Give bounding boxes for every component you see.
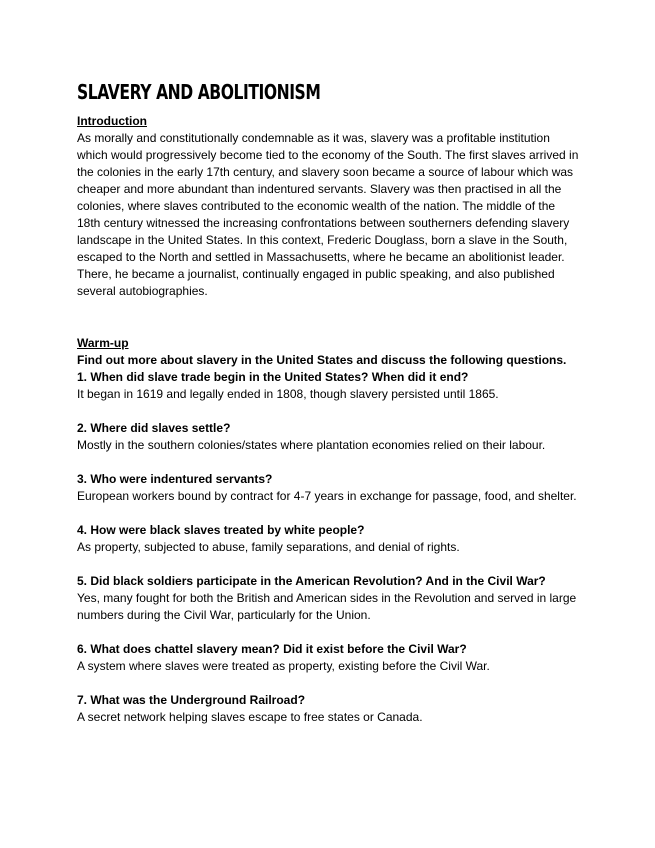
question-text: 1. When did slave trade begin in the United States? When did it end? bbox=[77, 370, 469, 384]
answer-text: A secret network helping slaves escape to free states or Canada. bbox=[77, 710, 423, 724]
answer-text: It began in 1619 and legally ended in 1808, though slavery persisted until 1865. bbox=[77, 387, 499, 401]
introduction-heading: Introduction bbox=[77, 114, 147, 128]
question-list bbox=[77, 369, 582, 726]
introduction-line: escaped to the North and settled in Massachusetts, where he became an abolitionist leader. bbox=[77, 250, 565, 264]
question-item bbox=[77, 522, 582, 556]
question-text: 7. What was the Underground Railroad? bbox=[77, 693, 306, 707]
question-text: 5. Did black soldiers participate in the American Revolution? And in the Civil War? bbox=[77, 574, 546, 588]
introduction-line: There, he became a journalist, continually engaged in public speaking, and also published bbox=[77, 267, 555, 281]
question-item bbox=[77, 641, 582, 675]
document-title: SLAVERY AND ABOLITIONISM bbox=[77, 80, 321, 104]
introduction-line: colonies, where slaves contributed to the economic wealth of the nation. The middle of the bbox=[77, 199, 556, 213]
answer-text: As property, subjected to abuse, family separations, and denial of rights. bbox=[77, 540, 460, 554]
warmup-instruction: Find out more about slavery in the United States and discuss the following questions. bbox=[77, 353, 567, 367]
answer-text: Mostly in the southern colonies/states where plantation economies relied on their labour. bbox=[77, 438, 546, 452]
question-text: 6. What does chattel slavery mean? Did it exist before the Civil War? bbox=[77, 642, 467, 656]
introduction-line: landscape in the United States. In this context, Frederic Douglass, born a slave in the South, bbox=[77, 233, 568, 247]
introduction-text bbox=[77, 130, 582, 300]
introduction-line: several autobiographies. bbox=[77, 284, 208, 298]
answer-text: A system where slaves were treated as property, existing before the Civil War. bbox=[77, 659, 490, 673]
introduction-line: the colonies in the early 17th century, and slavery soon became a source of labour which was bbox=[77, 165, 574, 179]
warmup-heading: Warm-up bbox=[77, 336, 129, 350]
question-item bbox=[77, 420, 582, 454]
question-item bbox=[77, 471, 582, 505]
question-text: 2. Where did slaves settle? bbox=[77, 421, 231, 435]
answer-text: Yes, many fought for both the British and American sides in the Revolution and served in large bbox=[77, 591, 577, 605]
introduction-line: cheaper and more abundant than indentured servants. Slavery was then practised in all the bbox=[77, 182, 562, 196]
introduction-line: As morally and constitutionally condemnable as it was, slavery was a profitable institution bbox=[77, 131, 550, 145]
answer-text: European workers bound by contract for 4-7 years in exchange for passage, food, and shelter. bbox=[77, 489, 577, 503]
introduction-line: which would progressively become tied to the economy of the South. The first slaves arrived in bbox=[77, 148, 579, 162]
document-page bbox=[77, 79, 582, 726]
question-item bbox=[77, 692, 582, 726]
question-text: 3. Who were indentured servants? bbox=[77, 472, 273, 486]
question-item bbox=[77, 573, 582, 624]
answer-text: numbers during the Civil War, particularly for the Union. bbox=[77, 608, 371, 622]
question-text: 4. How were black slaves treated by white people? bbox=[77, 523, 365, 537]
question-item bbox=[77, 369, 582, 403]
introduction-line: 18th century witnessed the increasing confrontations between southerners defending slavery bbox=[77, 216, 570, 230]
